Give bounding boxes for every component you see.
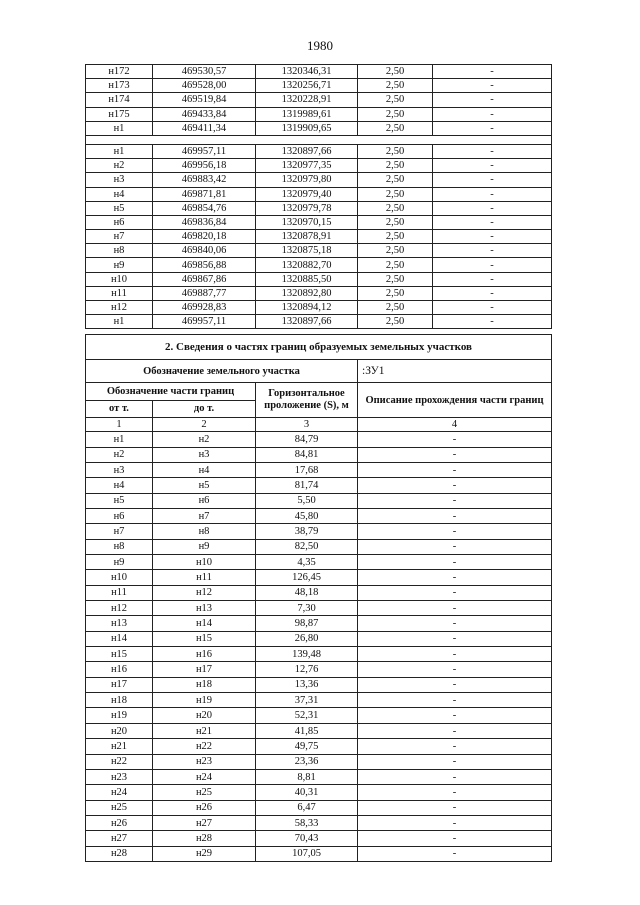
to-point: н25 [153,785,256,800]
description-value: - [433,301,552,315]
horizontal-length: 107,05 [256,846,358,861]
from-point: н8 [86,539,153,554]
from-point: н20 [86,723,153,738]
to-point: н20 [153,708,256,723]
to-point: н29 [153,846,256,861]
to-point: н26 [153,800,256,815]
point-label: н11 [86,286,153,300]
description-value: - [358,432,552,447]
description-value: - [433,258,552,272]
from-point: н11 [86,585,153,600]
from-point: н16 [86,662,153,677]
description-value: - [358,693,552,708]
coordinate-row [86,144,552,158]
x-coordinate: 469530,57 [153,65,256,79]
coordinate-row [86,201,552,215]
from-point: н9 [86,555,153,570]
x-coordinate: 469836,84 [153,215,256,229]
point-label: н4 [86,187,153,201]
to-point: н22 [153,739,256,754]
description-value: - [358,585,552,600]
point-label: н10 [86,272,153,286]
to-point: н19 [153,693,256,708]
description-value: - [358,708,552,723]
accuracy-value: 2,50 [358,258,433,272]
from-point: н23 [86,769,153,784]
column-number-1: 1 [86,418,153,432]
from-point: н24 [86,785,153,800]
y-coordinate: 1320875,18 [256,244,358,258]
y-coordinate: 1319909,65 [256,121,358,135]
point-label: н1 [86,144,153,158]
horizontal-length: 40,31 [256,785,358,800]
coordinate-row [86,258,552,272]
point-label: н173 [86,79,153,93]
horizontal-length: 37,31 [256,693,358,708]
boundary-part-row [86,478,552,493]
horizontal-length: 4,35 [256,555,358,570]
boundary-part-row [86,570,552,585]
from-point: н27 [86,831,153,846]
y-coordinate: 1320256,71 [256,79,358,93]
x-coordinate: 469871,81 [153,187,256,201]
horizontal-length: 38,79 [256,524,358,539]
description-value: - [358,815,552,830]
y-coordinate: 1320977,35 [256,159,358,173]
description-value: - [358,769,552,784]
from-point: н14 [86,631,153,646]
x-coordinate: 469411,34 [153,121,256,135]
coordinate-row [86,230,552,244]
point-label: н172 [86,65,153,79]
column-number-3: 3 [256,418,358,432]
to-point: н11 [153,570,256,585]
boundary-part-row [86,739,552,754]
coordinate-row [86,272,552,286]
to-point: н15 [153,631,256,646]
boundary-part-row [86,447,552,462]
x-coordinate: 469883,42 [153,173,256,187]
to-point: н12 [153,585,256,600]
page-number: 1980 [307,38,333,53]
to-point: н14 [153,616,256,631]
coordinate-row [86,173,552,187]
boundary-part-row [86,815,552,830]
to-point: н8 [153,524,256,539]
from-point: н25 [86,800,153,815]
accuracy-value: 2,50 [358,173,433,187]
to-point: н5 [153,478,256,493]
horizontal-length: 26,80 [256,631,358,646]
coordinate-row [86,65,552,79]
point-label: н1 [86,315,153,329]
accuracy-value: 2,50 [358,187,433,201]
to-point: н23 [153,754,256,769]
description-value: - [433,65,552,79]
x-coordinate: 469928,83 [153,301,256,315]
coordinate-row [86,215,552,229]
from-point: н15 [86,647,153,662]
description-value: - [433,315,552,329]
horizontal-length: 7,30 [256,601,358,616]
point-label: н2 [86,159,153,173]
description-value: - [358,447,552,462]
to-point: н7 [153,509,256,524]
accuracy-value: 2,50 [358,301,433,315]
column-header-row [86,383,552,401]
x-coordinate: 469956,18 [153,159,256,173]
from-point: н21 [86,739,153,754]
to-point: н21 [153,723,256,738]
to-point-header: до т. [153,400,256,418]
x-coordinate: 469957,11 [153,315,256,329]
x-coordinate: 469528,00 [153,79,256,93]
y-coordinate: 1320228,91 [256,93,358,107]
description-value: - [433,159,552,173]
point-label: н5 [86,201,153,215]
to-point: н6 [153,493,256,508]
description-value: - [358,555,552,570]
description-value: - [433,144,552,158]
section-title: 2. Сведения о частях границ образуемых земельных участков [86,335,552,360]
boundary-part-row [86,432,552,447]
description-value: - [358,601,552,616]
x-coordinate: 469433,84 [153,107,256,121]
to-point: н16 [153,647,256,662]
accuracy-value: 2,50 [358,79,433,93]
plot-label-row [86,360,552,383]
from-point: н18 [86,693,153,708]
coordinates-table-body [86,65,552,329]
description-value: - [433,173,552,187]
to-point: н4 [153,462,256,477]
horizontal-length: 12,76 [256,662,358,677]
boundary-part-row [86,509,552,524]
horizontal-length: 70,43 [256,831,358,846]
description-value: - [358,631,552,646]
description-value: - [433,244,552,258]
accuracy-value: 2,50 [358,107,433,121]
horizontal-length: 98,87 [256,616,358,631]
boundary-part-row [86,785,552,800]
column-number-4: 4 [358,418,552,432]
x-coordinate: 469854,76 [153,201,256,215]
accuracy-value: 2,50 [358,201,433,215]
from-point: н22 [86,754,153,769]
horizontal-length: 17,68 [256,462,358,477]
boundary-part-row [86,601,552,616]
coordinate-row [86,244,552,258]
horizontal-length: 84,81 [256,447,358,462]
to-point: н27 [153,815,256,830]
coordinate-row [86,159,552,173]
to-point: н28 [153,831,256,846]
column-number-row [86,418,552,432]
to-point: н3 [153,447,256,462]
section-title-row [86,335,552,360]
group-separator-row [86,135,552,144]
accuracy-value: 2,50 [358,244,433,258]
from-point: н17 [86,677,153,692]
y-coordinate: 1320979,40 [256,187,358,201]
column-number-2: 2 [153,418,256,432]
y-coordinate: 1320979,78 [256,201,358,215]
point-label: н175 [86,107,153,121]
to-point: н9 [153,539,256,554]
accuracy-value: 2,50 [358,159,433,173]
description-value: - [433,286,552,300]
coordinate-row [86,301,552,315]
description-value: - [358,831,552,846]
description-value: - [433,121,552,135]
description-value: - [358,800,552,815]
from-point: н7 [86,524,153,539]
coordinate-row [86,93,552,107]
boundary-part-row [86,647,552,662]
description-value: - [433,201,552,215]
boundary-part-row [86,524,552,539]
boundary-part-row [86,462,552,477]
y-coordinate: 1320970,15 [256,215,358,229]
from-point: н13 [86,616,153,631]
accuracy-value: 2,50 [358,144,433,158]
point-label: н3 [86,173,153,187]
boundary-part-row [86,693,552,708]
point-label: н12 [86,301,153,315]
from-point: н6 [86,509,153,524]
x-coordinate: 469957,11 [153,144,256,158]
coordinate-row [86,315,552,329]
y-coordinate: 1320979,80 [256,173,358,187]
plot-label-header: Обозначение земельного участка [86,360,358,383]
description-value: - [358,616,552,631]
description-value: - [358,539,552,554]
description-value: - [358,754,552,769]
point-label: н7 [86,230,153,244]
horizontal-length: 45,80 [256,509,358,524]
boundary-part-row [86,800,552,815]
boundary-part-row [86,846,552,861]
y-coordinate: 1320882,70 [256,258,358,272]
horizontal-length: 8,81 [256,769,358,784]
y-coordinate: 1320885,50 [256,272,358,286]
boundary-parts-table-body [86,335,552,862]
to-point: н18 [153,677,256,692]
horizontal-length: 48,18 [256,585,358,600]
description-value: - [358,509,552,524]
to-point: н17 [153,662,256,677]
y-coordinate: 1320897,66 [256,144,358,158]
description-value: - [433,230,552,244]
accuracy-value: 2,50 [358,272,433,286]
coordinate-row [86,107,552,121]
group-separator [86,135,552,144]
description-value: - [433,272,552,286]
description-value: - [358,493,552,508]
from-point: н1 [86,432,153,447]
horizontal-length: 126,45 [256,570,358,585]
y-coordinate: 1320346,31 [256,65,358,79]
horizontal-length: 49,75 [256,739,358,754]
y-coordinate: 1320878,91 [256,230,358,244]
point-label: н9 [86,258,153,272]
description-value: - [358,647,552,662]
horizontal-length: 52,31 [256,708,358,723]
from-point: н4 [86,478,153,493]
description-value: - [433,79,552,93]
x-coordinate: 469519,84 [153,93,256,107]
from-point: н2 [86,447,153,462]
point-label: н8 [86,244,153,258]
boundary-part-row [86,555,552,570]
description-value: - [358,739,552,754]
from-point: н26 [86,815,153,830]
from-point: н12 [86,601,153,616]
x-coordinate: 469840,06 [153,244,256,258]
boundary-part-row [86,631,552,646]
accuracy-value: 2,50 [358,93,433,107]
description-value: - [358,677,552,692]
point-label: н6 [86,215,153,229]
x-coordinate: 469867,86 [153,272,256,286]
boundary-part-row [86,723,552,738]
accuracy-value: 2,50 [358,230,433,244]
horizontal-length: 23,36 [256,754,358,769]
description-value: - [433,107,552,121]
to-point: н10 [153,555,256,570]
boundary-part-row [86,493,552,508]
description-value: - [433,215,552,229]
horizontal-length-header: Горизонтальное проложение (S), м [256,383,358,418]
plot-label-value: :ЗУ1 [358,360,552,383]
coordinate-row [86,286,552,300]
to-point: н13 [153,601,256,616]
boundary-parts-table [85,334,552,862]
description-value: - [358,462,552,477]
accuracy-value: 2,50 [358,215,433,229]
description-value: - [358,785,552,800]
boundary-part-row [86,585,552,600]
description-value: - [433,93,552,107]
description-header: Описание прохождения части границ [358,383,552,418]
boundary-part-row [86,708,552,723]
horizontal-length: 84,79 [256,432,358,447]
y-coordinate: 1320892,80 [256,286,358,300]
accuracy-value: 2,50 [358,286,433,300]
horizontal-length: 139,48 [256,647,358,662]
description-value: - [358,570,552,585]
horizontal-length: 5,50 [256,493,358,508]
boundary-part-row [86,769,552,784]
horizontal-length: 81,74 [256,478,358,493]
boundary-part-row [86,754,552,769]
accuracy-value: 2,50 [358,315,433,329]
horizontal-length: 41,85 [256,723,358,738]
description-value: - [358,478,552,493]
from-point: н10 [86,570,153,585]
boundary-part-row [86,677,552,692]
boundary-part-row [86,831,552,846]
horizontal-length: 13,36 [256,677,358,692]
horizontal-length: 58,33 [256,815,358,830]
horizontal-length: 6,47 [256,800,358,815]
from-point: н3 [86,462,153,477]
from-point: н5 [86,493,153,508]
to-point: н24 [153,769,256,784]
accuracy-value: 2,50 [358,121,433,135]
coordinate-row [86,187,552,201]
from-point-header: от т. [86,400,153,418]
y-coordinate: 1319989,61 [256,107,358,121]
description-value: - [358,846,552,861]
to-point: н2 [153,432,256,447]
coordinate-row [86,121,552,135]
y-coordinate: 1320894,12 [256,301,358,315]
description-value: - [358,723,552,738]
accuracy-value: 2,50 [358,65,433,79]
description-value: - [358,662,552,677]
boundary-part-header: Обозначение части границ [86,383,256,401]
boundary-part-row [86,616,552,631]
from-point: н19 [86,708,153,723]
point-label: н174 [86,93,153,107]
x-coordinate: 469856,88 [153,258,256,272]
boundary-part-row [86,662,552,677]
coordinate-row [86,79,552,93]
coordinates-table [85,64,552,329]
x-coordinate: 469887,77 [153,286,256,300]
y-coordinate: 1320897,66 [256,315,358,329]
horizontal-length: 82,50 [256,539,358,554]
description-value: - [358,524,552,539]
description-value: - [433,187,552,201]
from-point: н28 [86,846,153,861]
point-label: н1 [86,121,153,135]
x-coordinate: 469820,18 [153,230,256,244]
boundary-part-row [86,539,552,554]
